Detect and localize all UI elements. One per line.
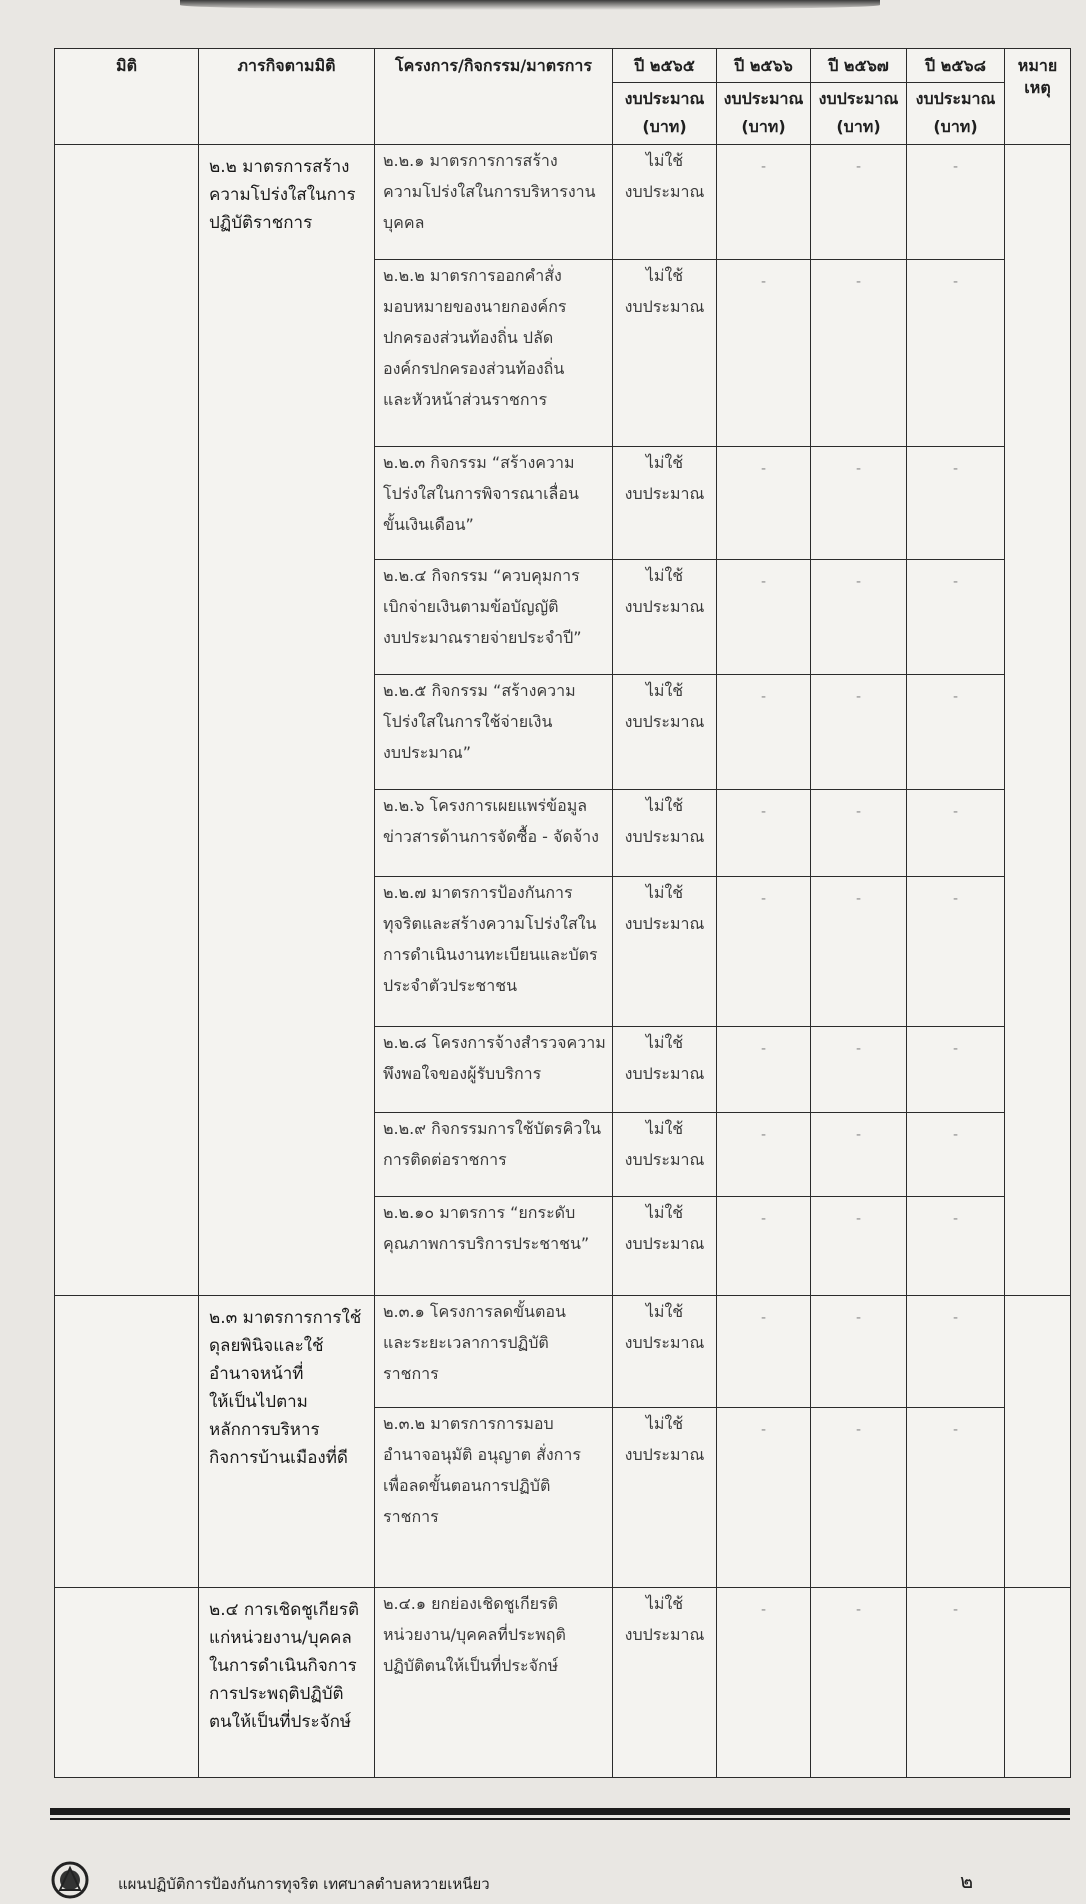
dash-mark: -: [855, 1309, 862, 1326]
dash-mark: -: [760, 1211, 767, 1228]
budget-line: งบประมาณ: [624, 1063, 705, 1083]
budget-line: ไม่ใช้: [645, 1301, 684, 1321]
mission-line: อำนาจหน้าที่: [209, 1363, 304, 1384]
header-budget-2566: งบประมาณ (บาท): [717, 83, 811, 145]
mission-line: การประพฤติปฏิบัติ: [209, 1684, 344, 1705]
dimension-cell: [55, 1295, 199, 1588]
project-line: ๒.๒.๒ มาตรการออกคำสั่ง: [383, 266, 562, 286]
budget-2568-cell: [907, 675, 1005, 790]
header-budget-2565: งบประมาณ (บาท): [613, 83, 717, 145]
budget-line: ไม่ใช้: [645, 151, 684, 170]
budget-line: งบประมาณ: [624, 1625, 705, 1645]
mission-line: หลักการบริหาร: [209, 1419, 320, 1440]
budget-2567-cell: [811, 1408, 907, 1588]
dash-mark: -: [760, 1040, 767, 1057]
budget-2566-cell: [717, 1588, 811, 1778]
budget-line: ไม่ใช้: [645, 453, 684, 473]
page-number: ๒: [960, 1869, 974, 1893]
budget-line: ไม่ใช้: [645, 1119, 684, 1139]
budget-2566-cell: [717, 675, 811, 790]
project-line: ๒.๓.๑ โครงการลดขั้นตอน: [383, 1301, 566, 1321]
dash-mark: -: [760, 1422, 767, 1439]
table-row: [55, 1588, 1071, 1778]
header-budget-2567: งบประมาณ (บาท): [811, 83, 907, 145]
mission-line: ปฏิบัติราชการ: [209, 213, 313, 233]
project-cell: [375, 1197, 613, 1295]
dash-mark: -: [760, 1127, 767, 1144]
budget-2567-cell: [811, 447, 907, 560]
budget-2567-cell: [811, 560, 907, 675]
budget-2567-cell: [811, 1113, 907, 1197]
budget-2566-cell: [717, 1026, 811, 1112]
scan-shadow: [180, 0, 880, 10]
budget-line: งบประมาณ: [624, 597, 705, 617]
budget-line: งบประมาณ: [624, 1234, 705, 1254]
budget-line: งบประมาณ: [624, 1332, 705, 1352]
budget-line: ไม่ใช้: [645, 566, 684, 586]
project-line: เพื่อลดขั้นตอนการปฏิบัติ: [383, 1476, 551, 1496]
table-row: [55, 1295, 1071, 1408]
project-line: คุณภาพการบริการประชาชน”: [383, 1234, 590, 1254]
budget-2565-cell: [613, 1113, 717, 1197]
budget-line: งบประมาณ: [624, 827, 705, 847]
dash-mark: -: [760, 1602, 767, 1619]
dash-mark: -: [952, 804, 959, 821]
header-year-2568: ปี ๒๕๖๘: [907, 49, 1005, 83]
project-line: ความโปร่งใสในการบริหารงาน: [383, 182, 596, 201]
header-mission: ภารกิจตามมิติ: [199, 49, 375, 145]
table-row: [55, 145, 1071, 260]
project-line: การดำเนินงานทะเบียนและบัตร: [383, 944, 598, 964]
dash-mark: -: [952, 890, 959, 907]
dash-mark: -: [952, 1422, 959, 1439]
dash-mark: -: [855, 890, 862, 907]
budget-2565-cell: [613, 447, 717, 560]
dash-mark: -: [952, 159, 959, 175]
budget-2565-cell: [613, 876, 717, 1026]
budget-line: งบประมาณ: [624, 297, 705, 317]
mission-cell: [199, 145, 375, 1296]
mission-line: ความโปร่งใสในการ: [209, 185, 356, 205]
mission-line: ๒.๒ มาตรการสร้าง: [209, 157, 350, 177]
dash-mark: -: [855, 1127, 862, 1144]
mission-line: ตนให้เป็นที่ประจักษ์: [209, 1712, 352, 1733]
dash-mark: -: [760, 804, 767, 821]
footer-title: แผนปฏิบัติการป้องกันการทุจริต เทศบาลตำบลหวายเหนียว: [118, 1875, 490, 1893]
budget-line: งบประมาณ: [624, 1150, 705, 1170]
header-remark-line1: หมาย: [1017, 56, 1058, 75]
budget-line: งบประมาณ: [624, 1445, 705, 1465]
dash-mark: -: [855, 274, 862, 291]
budget-2566-cell: [717, 1113, 811, 1197]
mission-line: แก่หน่วยงาน/บุคคล: [209, 1628, 352, 1649]
project-line: ๒.๒.๗ มาตรการป้องกันการ: [383, 882, 573, 902]
project-line: เบิกจ่ายเงินตามข้อบัญญัติ: [383, 597, 559, 617]
project-cell: [375, 1295, 613, 1408]
budget-line: ไม่ใช้: [645, 681, 684, 701]
mission-cell: [199, 1295, 375, 1588]
dimension-cell: [55, 1588, 199, 1778]
budget-line: ไม่ใช้: [645, 1032, 684, 1052]
budget-line: ไม่ใช้: [645, 882, 684, 902]
budget-2566-cell: [717, 560, 811, 675]
project-line: ทุจริตและสร้างความโปร่งใสใน: [383, 913, 597, 933]
budget-2565-cell: [613, 675, 717, 790]
budget-2568-cell: [907, 447, 1005, 560]
budget-2568-cell: [907, 1197, 1005, 1295]
header-year-2567: ปี ๒๕๖๗: [811, 49, 907, 83]
budget-2568-cell: [907, 790, 1005, 876]
project-cell: [375, 1026, 613, 1112]
project-line: ปกครองส่วนท้องถิ่น ปลัด: [383, 328, 554, 348]
project-line: ๒.๒.๔ กิจกรรม “ควบคุมการ: [383, 566, 580, 586]
budget-2565-cell: [613, 790, 717, 876]
dash-mark: -: [952, 1602, 959, 1619]
budget-line: ไม่ใช้: [645, 266, 684, 286]
dimension-cell: [55, 145, 199, 1296]
budget-2567-cell: [811, 1197, 907, 1295]
budget-2566-cell: [717, 447, 811, 560]
project-line: องค์กรปกครองส่วนท้องถิ่น: [383, 359, 565, 379]
budget-2568-cell: [907, 560, 1005, 675]
budget-line: งบประมาณ: [624, 484, 705, 504]
header-budget-2568: งบประมาณ (บาท): [907, 83, 1005, 145]
mission-line: ดุลยพินิจและใช้: [209, 1335, 324, 1356]
budget-line: ไม่ใช้: [645, 1594, 684, 1614]
project-line: และระยะเวลาการปฏิบัติ: [383, 1332, 549, 1352]
dash-mark: -: [760, 574, 767, 591]
project-cell: [375, 560, 613, 675]
dash-mark: -: [855, 1422, 862, 1439]
budget-line: ไม่ใช้: [645, 1203, 684, 1223]
project-cell: [375, 1113, 613, 1197]
budget-2565-cell: [613, 1408, 717, 1588]
project-line: โปร่งใสในการใช้จ่ายเงิน: [383, 712, 553, 732]
budget-2568-cell: [907, 145, 1005, 260]
dash-mark: -: [952, 1127, 959, 1144]
footer-rule-thick: [50, 1808, 1070, 1815]
mission-line: ๒.๓ มาตรการการใช้: [209, 1307, 362, 1328]
remark-cell: [1005, 145, 1071, 1296]
budget-2568-cell: [907, 1026, 1005, 1112]
budget-2567-cell: [811, 790, 907, 876]
mission-line: ในการดำเนินกิจการ: [209, 1656, 357, 1677]
project-cell: [375, 447, 613, 560]
dash-mark: -: [952, 461, 959, 478]
project-line: ราชการ: [383, 1363, 439, 1383]
budget-2565-cell: [613, 145, 717, 260]
header-year-2565: ปี ๒๕๖๕: [613, 49, 717, 83]
budget-2565-cell: [613, 560, 717, 675]
project-line: และหัวหน้าส่วนราชการ: [383, 390, 548, 410]
dash-mark: -: [855, 1602, 862, 1619]
budget-2565-cell: [613, 1197, 717, 1295]
budget-2566-cell: [717, 1197, 811, 1295]
project-line: ๒.๒.๙ กิจกรรมการใช้บัตรคิวใน: [383, 1119, 602, 1139]
budget-2566-cell: [717, 790, 811, 876]
project-line: ประจำตัวประชาชน: [383, 975, 518, 995]
budget-line: งบประมาณ: [624, 182, 705, 201]
project-line: งบประมาณ”: [383, 743, 471, 763]
project-line: ๒.๓.๒ มาตรการการมอบ: [383, 1414, 554, 1434]
budget-2566-cell: [717, 1295, 811, 1408]
project-cell: [375, 145, 613, 260]
dash-mark: -: [952, 689, 959, 706]
budget-2566-cell: [717, 260, 811, 447]
budget-2568-cell: [907, 1295, 1005, 1408]
budget-line: ไม่ใช้: [645, 1414, 684, 1434]
project-cell: [375, 876, 613, 1026]
project-line: ราชการ: [383, 1507, 439, 1527]
budget-2567-cell: [811, 145, 907, 260]
project-line: ๒.๒.๖ โครงการเผยแพร่ข้อมูล: [383, 796, 588, 816]
budget-2568-cell: [907, 1408, 1005, 1588]
budget-2566-cell: [717, 1408, 811, 1588]
budget-2567-cell: [811, 260, 907, 447]
mission-line: ๒.๔ การเชิดชูเกียรติ: [209, 1600, 360, 1621]
budget-2567-cell: [811, 1295, 907, 1408]
dash-mark: -: [855, 804, 862, 821]
header-remark-line2: เหตุ: [1024, 78, 1051, 97]
footer-rule-thin: [50, 1818, 1070, 1820]
budget-2566-cell: [717, 145, 811, 260]
budget-line: งบประมาณ: [624, 712, 705, 732]
budget-2568-cell: [907, 876, 1005, 1026]
project-line: อำนาจอนุมัติ อนุญาต สั่งการ: [383, 1445, 581, 1465]
budget-2565-cell: [613, 1026, 717, 1112]
dash-mark: -: [855, 574, 862, 591]
project-line: ปฏิบัติตนให้เป็นที่ประจักษ์: [383, 1656, 559, 1676]
municipality-seal-icon: [50, 1860, 90, 1900]
dash-mark: -: [855, 1211, 862, 1228]
dash-mark: -: [952, 574, 959, 591]
project-line: ข่าวสารด้านการจัดซื้อ - จัดจ้าง: [383, 827, 599, 847]
budget-2565-cell: [613, 1588, 717, 1778]
mission-cell: [199, 1588, 375, 1778]
project-line: หน่วยงาน/บุคคลที่ประพฤติ: [383, 1625, 566, 1645]
header-year-2566: ปี ๒๕๖๖: [717, 49, 811, 83]
project-line: พึงพอใจของผู้รับบริการ: [383, 1063, 542, 1083]
dash-mark: -: [760, 461, 767, 478]
mission-line: ให้เป็นไปตาม: [209, 1391, 308, 1412]
project-line: การติดต่อราชการ: [383, 1150, 507, 1170]
dash-mark: -: [760, 274, 767, 291]
project-line: ๒.๒.๑๐ มาตรการ “ยกระดับ: [383, 1203, 576, 1223]
dash-mark: -: [760, 689, 767, 706]
project-cell: [375, 260, 613, 447]
header-project: โครงการ/กิจกรรม/มาตรการ: [375, 49, 613, 145]
project-cell: [375, 1408, 613, 1588]
plan-table-container: [54, 48, 1070, 1778]
project-cell: [375, 675, 613, 790]
project-line: ๒.๒.๘ โครงการจ้างสำรวจความ: [383, 1032, 606, 1052]
project-line: ๒.๔.๑ ยกย่องเชิดชูเกียรติ: [383, 1594, 559, 1614]
dash-mark: -: [952, 1309, 959, 1326]
dash-mark: -: [855, 689, 862, 706]
project-line: ๒.๒.๕ กิจกรรม “สร้างความ: [383, 681, 576, 701]
dash-mark: -: [855, 461, 862, 478]
budget-2566-cell: [717, 876, 811, 1026]
budget-2567-cell: [811, 1588, 907, 1778]
dash-mark: -: [952, 1040, 959, 1057]
mission-line: กิจการบ้านเมืองที่ดี: [209, 1447, 348, 1468]
budget-line: ไม่ใช้: [645, 796, 684, 816]
budget-2567-cell: [811, 675, 907, 790]
project-cell: [375, 1588, 613, 1778]
remark-cell: [1005, 1295, 1071, 1588]
budget-2565-cell: [613, 1295, 717, 1408]
budget-2565-cell: [613, 260, 717, 447]
project-line: ขั้นเงินเดือน”: [383, 515, 474, 535]
project-line: มอบหมายของนายกองค์กร: [383, 297, 567, 317]
dash-mark: -: [760, 890, 767, 907]
dash-mark: -: [855, 159, 862, 175]
dash-mark: -: [760, 1309, 767, 1326]
header-dimension: มิติ: [55, 49, 199, 145]
dash-mark: -: [952, 1211, 959, 1228]
project-line: ๒.๒.๑ มาตรการการสร้าง: [383, 151, 558, 170]
project-line: ๒.๒.๓ กิจกรรม “สร้างความ: [383, 453, 575, 473]
dash-mark: -: [855, 1040, 862, 1057]
budget-2568-cell: [907, 1588, 1005, 1778]
project-line: งบประมาณรายจ่ายประจำปี”: [383, 628, 582, 648]
dash-mark: -: [760, 159, 767, 175]
project-cell: [375, 790, 613, 876]
project-line: โปร่งใสในการพิจารณาเลื่อน: [383, 484, 579, 504]
budget-2568-cell: [907, 1113, 1005, 1197]
budget-2567-cell: [811, 1026, 907, 1112]
remark-cell: [1005, 1588, 1071, 1778]
project-line: บุคคล: [383, 213, 425, 232]
budget-2568-cell: [907, 260, 1005, 447]
header-remark: [1005, 49, 1071, 145]
plan-table: [54, 48, 1071, 1778]
dash-mark: -: [952, 274, 959, 291]
budget-2567-cell: [811, 876, 907, 1026]
budget-line: งบประมาณ: [624, 913, 705, 933]
